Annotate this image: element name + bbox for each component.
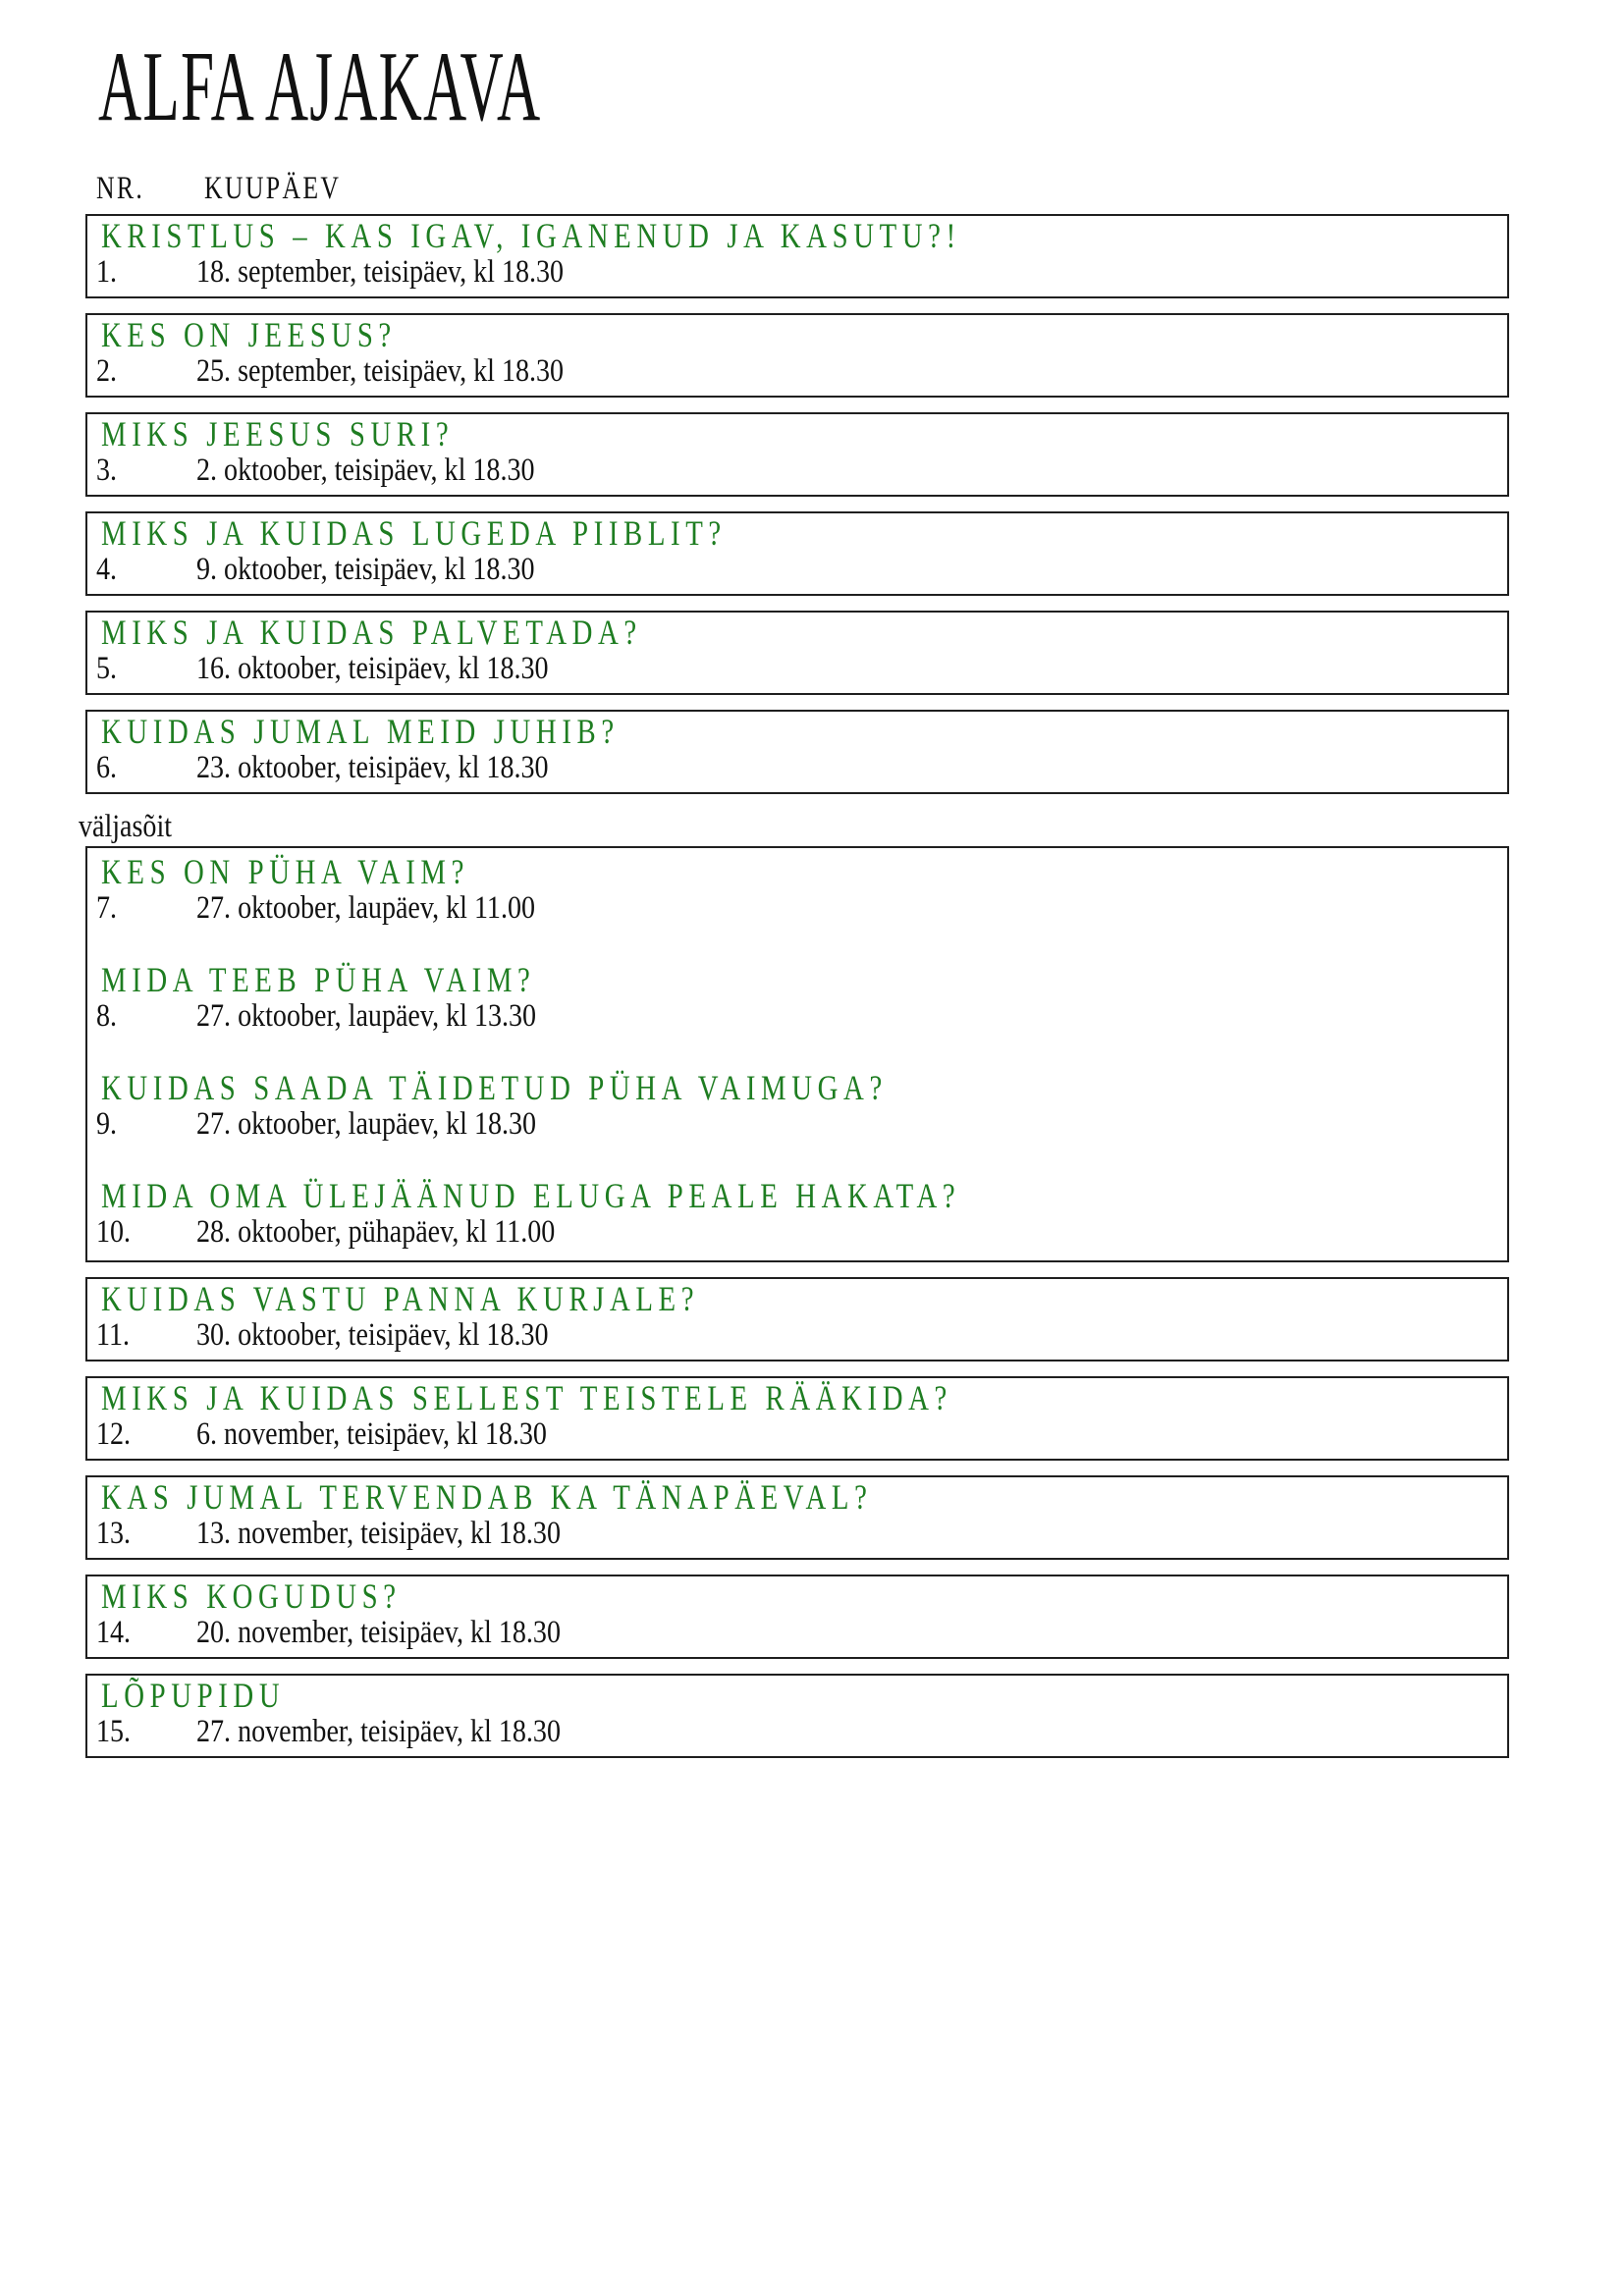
session-box-12 [85,1376,1509,1461]
session-title: KUIDAS SAADA TÄIDETUD PÜHA VAIMUGA? [101,1068,888,1107]
session-date-row [87,1106,1507,1143]
session-title: MIKS JA KUIDAS SELLEST TEISTELE RÄÄKIDA? [101,1378,952,1417]
session-title-row [87,218,1507,254]
column-nr-cell [96,169,204,208]
session-date: 6. november, teisipäev, kl 18.30 [196,1416,547,1452]
session-title: KES ON JEESUS? [101,315,397,354]
session-title-row [87,1178,1507,1214]
page-title [98,31,1624,142]
session-number-cell [96,1516,196,1552]
column-date-label: KUUPÄEV [204,171,342,206]
session-number: 7. [96,890,118,926]
session-title: MIKS KOGUDUS? [101,1576,402,1616]
session-number: 3. [96,453,118,488]
session-date-row [87,1317,1507,1354]
session-box-4 [85,511,1509,596]
session-title: KAS JUMAL TERVENDAB KA TÄNAPÄEVAL? [101,1477,873,1517]
session-date: 28. oktoober, pühapäev, kl 11.00 [196,1214,556,1250]
session-number-cell [96,1416,196,1453]
session-date-row [87,1214,1507,1251]
session-title: MIDA OMA ÜLEJÄÄNUD ELUGA PEALE HAKATA? [101,1176,961,1215]
session-number: 11. [96,1317,131,1353]
session-number: 14. [96,1615,132,1650]
session-date-row [87,353,1507,390]
session-number-cell [96,1106,196,1143]
session-date: 16. oktoober, teisipäev, kl 18.30 [196,651,549,686]
session-date-row [87,1714,1507,1750]
session-date-row [87,1516,1507,1552]
session-date: 25. september, teisipäev, kl 18.30 [196,353,565,389]
session-title: MIKS JA KUIDAS PALVETADA? [101,613,642,652]
session-date-row [87,254,1507,291]
session-title: LÕPUPIDU [101,1676,286,1715]
session-number-cell [96,552,196,588]
session-title-row [87,714,1507,750]
session-date: 9. oktoober, teisipäev, kl 18.30 [196,552,535,587]
session-box-2 [85,313,1509,398]
session-date-row [87,453,1507,489]
session-date-row [87,998,1507,1035]
session-number-cell [96,1317,196,1354]
session-date-row [87,552,1507,588]
session-date: 30. oktoober, teisipäev, kl 18.30 [196,1317,549,1353]
session-7 [87,854,1507,927]
session-date: 20. november, teisipäev, kl 18.30 [196,1615,561,1650]
session-number: 12. [96,1416,132,1452]
session-box-5 [85,611,1509,695]
session-number: 1. [96,254,118,290]
session-title-row [87,962,1507,998]
session-title-row [87,1578,1507,1615]
session-number-cell [96,453,196,489]
session-date-row [87,1615,1507,1651]
session-box-11 [85,1277,1509,1362]
session-number-cell [96,890,196,927]
session-title-row [87,416,1507,453]
session-title: MIKS JEESUS SURI? [101,414,455,454]
session-number-cell [96,1214,196,1251]
session-box-14 [85,1575,1509,1659]
session-number: 2. [96,353,118,389]
session-title-row [87,317,1507,353]
session-10 [87,1178,1507,1251]
session-title: KUIDAS JUMAL MEID JUHIB? [101,712,620,751]
session-date: 27. november, teisipäev, kl 18.30 [196,1714,561,1749]
session-date: 27. oktoober, laupäev, kl 18.30 [196,1106,537,1142]
session-date: 2. oktoober, teisipäev, kl 18.30 [196,453,535,488]
session-title-row [87,854,1507,890]
session-box-13 [85,1475,1509,1560]
session-number: 8. [96,998,118,1034]
session-date-row [87,890,1507,927]
session-title: KRISTLUS – KAS IGAV, IGANENUD JA KASUTU?! [101,216,961,255]
session-number: 6. [96,750,118,785]
session-number-cell [96,254,196,291]
column-nr-label: NR. [96,171,145,206]
column-header-row [96,169,1624,208]
session-8 [87,962,1507,1035]
session-title-row [87,614,1507,651]
session-date: 27. oktoober, laupäev, kl 11.00 [196,890,536,926]
session-date: 23. oktoober, teisipäev, kl 18.30 [196,750,549,785]
session-title-row [87,1479,1507,1516]
session-number: 15. [96,1714,132,1749]
session-title-row [87,1281,1507,1317]
session-number: 9. [96,1106,118,1142]
page-title-text: ALFA AJAKAVA [98,31,542,142]
session-date: 18. september, teisipäev, kl 18.30 [196,254,565,290]
session-number: 13. [96,1516,132,1551]
session-date-row [87,651,1507,687]
session-title-row [87,515,1507,552]
session-title-row [87,1380,1507,1416]
session-title-row [87,1070,1507,1106]
session-date-row [87,750,1507,786]
session-title: MIKS JA KUIDAS LUGEDA PIIBLIT? [101,513,727,553]
session-title: KUIDAS VASTU PANNA KURJALE? [101,1279,700,1318]
session-date: 13. november, teisipäev, kl 18.30 [196,1516,561,1551]
session-number-cell [96,651,196,687]
session-number-cell [96,1714,196,1750]
session-9 [87,1070,1507,1143]
outing-sessions-box [85,846,1509,1262]
session-number: 4. [96,552,118,587]
session-box-1 [85,214,1509,298]
session-date-row [87,1416,1507,1453]
session-number: 5. [96,651,118,686]
session-number: 10. [96,1214,132,1250]
session-title: MIDA TEEB PÜHA VAIM? [101,960,536,999]
session-number-cell [96,353,196,390]
session-date: 27. oktoober, laupäev, kl 13.30 [196,998,537,1034]
session-box-6 [85,710,1509,794]
session-box-3 [85,412,1509,497]
session-number-cell [96,998,196,1035]
outing-label-text: väljasõit [79,809,173,844]
outing-label [79,809,1624,844]
session-number-cell [96,1615,196,1651]
session-title-row [87,1678,1507,1714]
session-number-cell [96,750,196,786]
session-title: KES ON PÜHA VAIM? [101,852,469,891]
session-box-15 [85,1674,1509,1758]
